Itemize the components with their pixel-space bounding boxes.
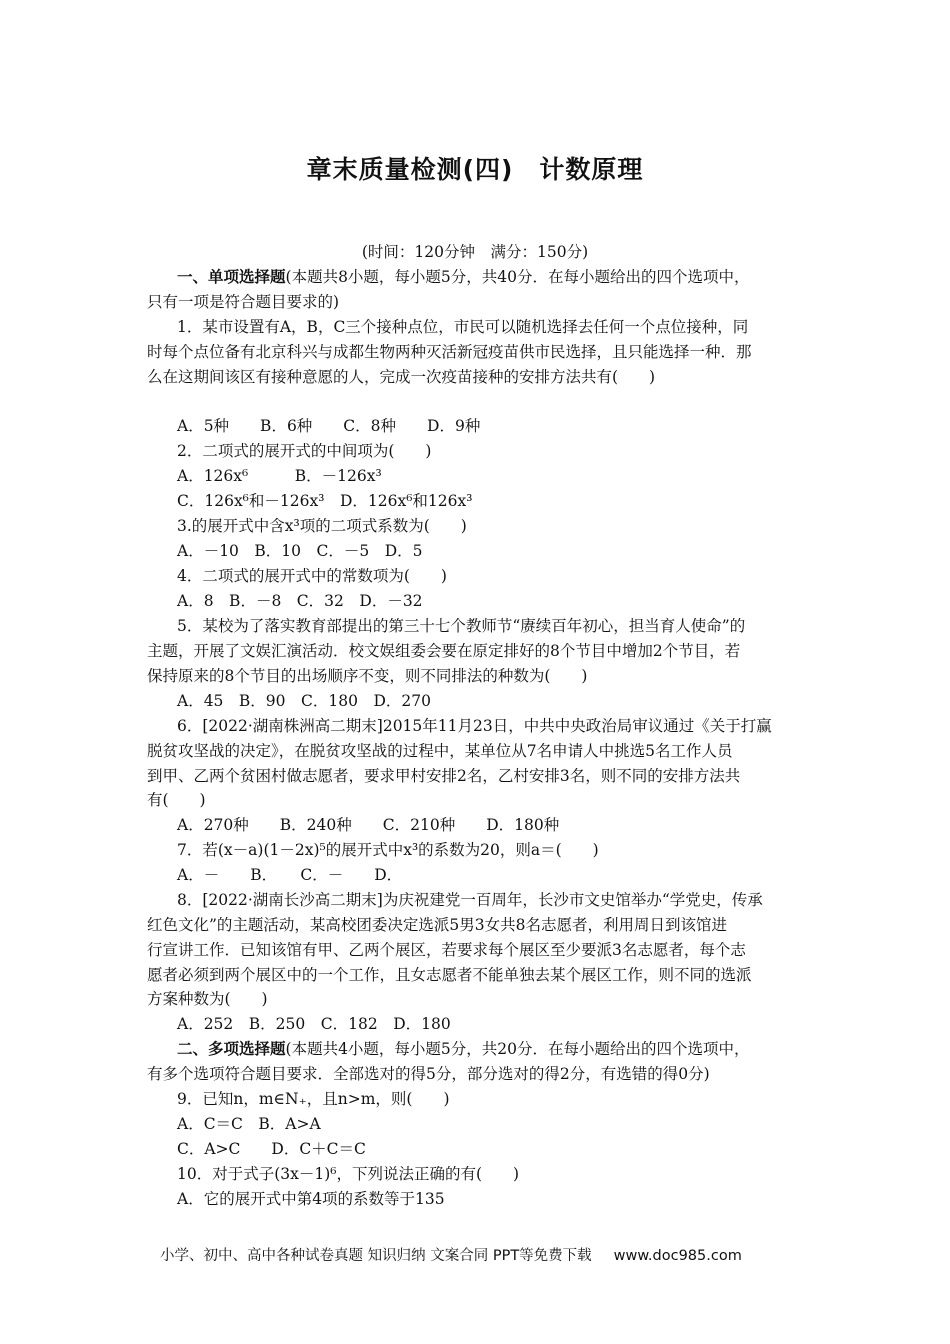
section2-line2: 有多个选项符合题目要求．全部选对的得5分，部分选对的得2分，有选错的得0分) [147, 1065, 710, 1083]
q2-options-ab: A．126x⁶ B．－126x³ [177, 467, 382, 485]
q9-options-cd: C．A>C D．C＋C＝C [177, 1140, 366, 1158]
title-sub: 计数原理 [539, 155, 644, 184]
section2-desc: (本题共4小题，每小题5分，共20分．在每小题给出的四个选项中， [285, 1040, 750, 1058]
q8-line5: 方案种数为( ) [147, 990, 268, 1008]
section1-line2: 只有一项是符合题目要求的) [147, 293, 340, 311]
q10-stem: 10．对于式子(3x－1)⁶，下列说法正确的有( ) [177, 1165, 520, 1183]
section1-line1 [177, 267, 807, 287]
section2-line1 [177, 1039, 807, 1059]
q8-line4: 愿者必须到两个展区中的一个工作，且女志愿者不能单独去某个展区工作，则不同的选派 [147, 966, 752, 984]
q1-line1: 1．某市设置有A，B，C三个接种点位，市民可以随机选择去任何一个点位接种，同 [177, 318, 749, 336]
q8-options: A．252 B．250 C．182 D．180 [177, 1015, 451, 1033]
q2-options-cd: C．126x⁶和－126x³ D．126x⁶和126x³ [177, 492, 473, 510]
q8-line3: 行宣讲工作．已知该馆有甲、乙两个展区，若要求每个展区至少要派3名志愿者，每个志 [147, 941, 746, 959]
q9-stem: 9．已知n，m∈N₊，且n>m，则( ) [177, 1090, 450, 1108]
q6-line3: 到甲、乙两个贫困村做志愿者，要求甲村安排2名，乙村安排3名，则不同的安排方法共 [147, 767, 741, 785]
footer-text: 小学、初中、高中各种试卷真题 知识归纳 文案合同 PPT等免费下载 [160, 1248, 592, 1264]
time-info: (时间：120分钟 满分：150分) [361, 243, 589, 261]
q5-options: A．45 B．90 C．180 D．270 [177, 692, 431, 710]
title-main: 章末质量检测(四) [306, 155, 514, 184]
q5-line1: 5．某校为了落实教育部提出的第三十七个教师节“赓续百年初心，担当育人使命”的 [177, 617, 746, 635]
q4-options: A．8 B．－8 C．32 D．－32 [177, 592, 423, 610]
footer-site-link[interactable]: www.doc985.com [613, 1248, 742, 1264]
q5-line3: 保持原来的8个节目的出场顺序不变，则不同排法的种数为( ) [147, 667, 588, 685]
q4-stem: 4．二项式的展开式中的常数项为( ) [177, 567, 447, 585]
q7-stem: 7．若(x－a)(1－2x)⁵的展开式中x³的系数为20，则a＝( ) [177, 841, 599, 859]
q3-options: A．－10 B．10 C．－5 D．5 [177, 542, 423, 560]
q8-line1: 8．[2022·湖南长沙高二期末]为庆祝建党一百周年，长沙市文史馆举办“学党史，传承 [177, 891, 763, 909]
section2-heading: 二、多项选择题 [177, 1040, 286, 1058]
q6-line1: 6．[2022·湖南株洲高二期末]2015年11月23日，中共中央政治局审议通过《关于打赢 [177, 717, 772, 735]
q3-stem: 3.的展开式中含x³项的二项式系数为( ) [177, 517, 467, 535]
q7-options: A．－ B． C．－ D． [177, 866, 403, 884]
q8-line2: 红色文化”的主题活动，某高校团委决定选派5男3女共8名志愿者，利用周日到该馆进 [147, 916, 728, 934]
q1-line3: 么在这期间该区有接种意愿的人，完成一次疫苗接种的安排方法共有( ) [147, 368, 656, 386]
q1-options: A．5种 B．6种 C．8种 D．9种 [177, 417, 481, 435]
q1-line2: 时每个点位备有北京科兴与成都生物两种灭活新冠疫苗供市民选择，且只能选择一种．那 [147, 343, 752, 361]
q10-option-a: A．它的展开式中第4项的系数等于135 [177, 1190, 445, 1208]
section1-desc: (本题共8小题，每小题5分，共40分．在每小题给出的四个选项中， [285, 268, 750, 286]
q6-line2: 脱贫攻坚战的决定》，在脱贫攻坚战的过程中，某单位从7名申请人中挑选5名工作人员 [147, 742, 733, 760]
section1-heading: 一、单项选择题 [177, 268, 286, 286]
q6-line4: 有( ) [147, 791, 206, 809]
q9-options-ab: A．C＝C B．A>A [177, 1115, 321, 1133]
footer [160, 1244, 800, 1265]
page-title [0, 150, 950, 186]
q6-options: A．270种 B．240种 C．210种 D．180种 [177, 816, 560, 834]
q5-line2: 主题，开展了文娱汇演活动．校文娱组委会要在原定排好的8个节目中增加2个节目，若 [147, 642, 741, 660]
q2-stem: 2．二项式的展开式的中间项为( ) [177, 442, 432, 460]
